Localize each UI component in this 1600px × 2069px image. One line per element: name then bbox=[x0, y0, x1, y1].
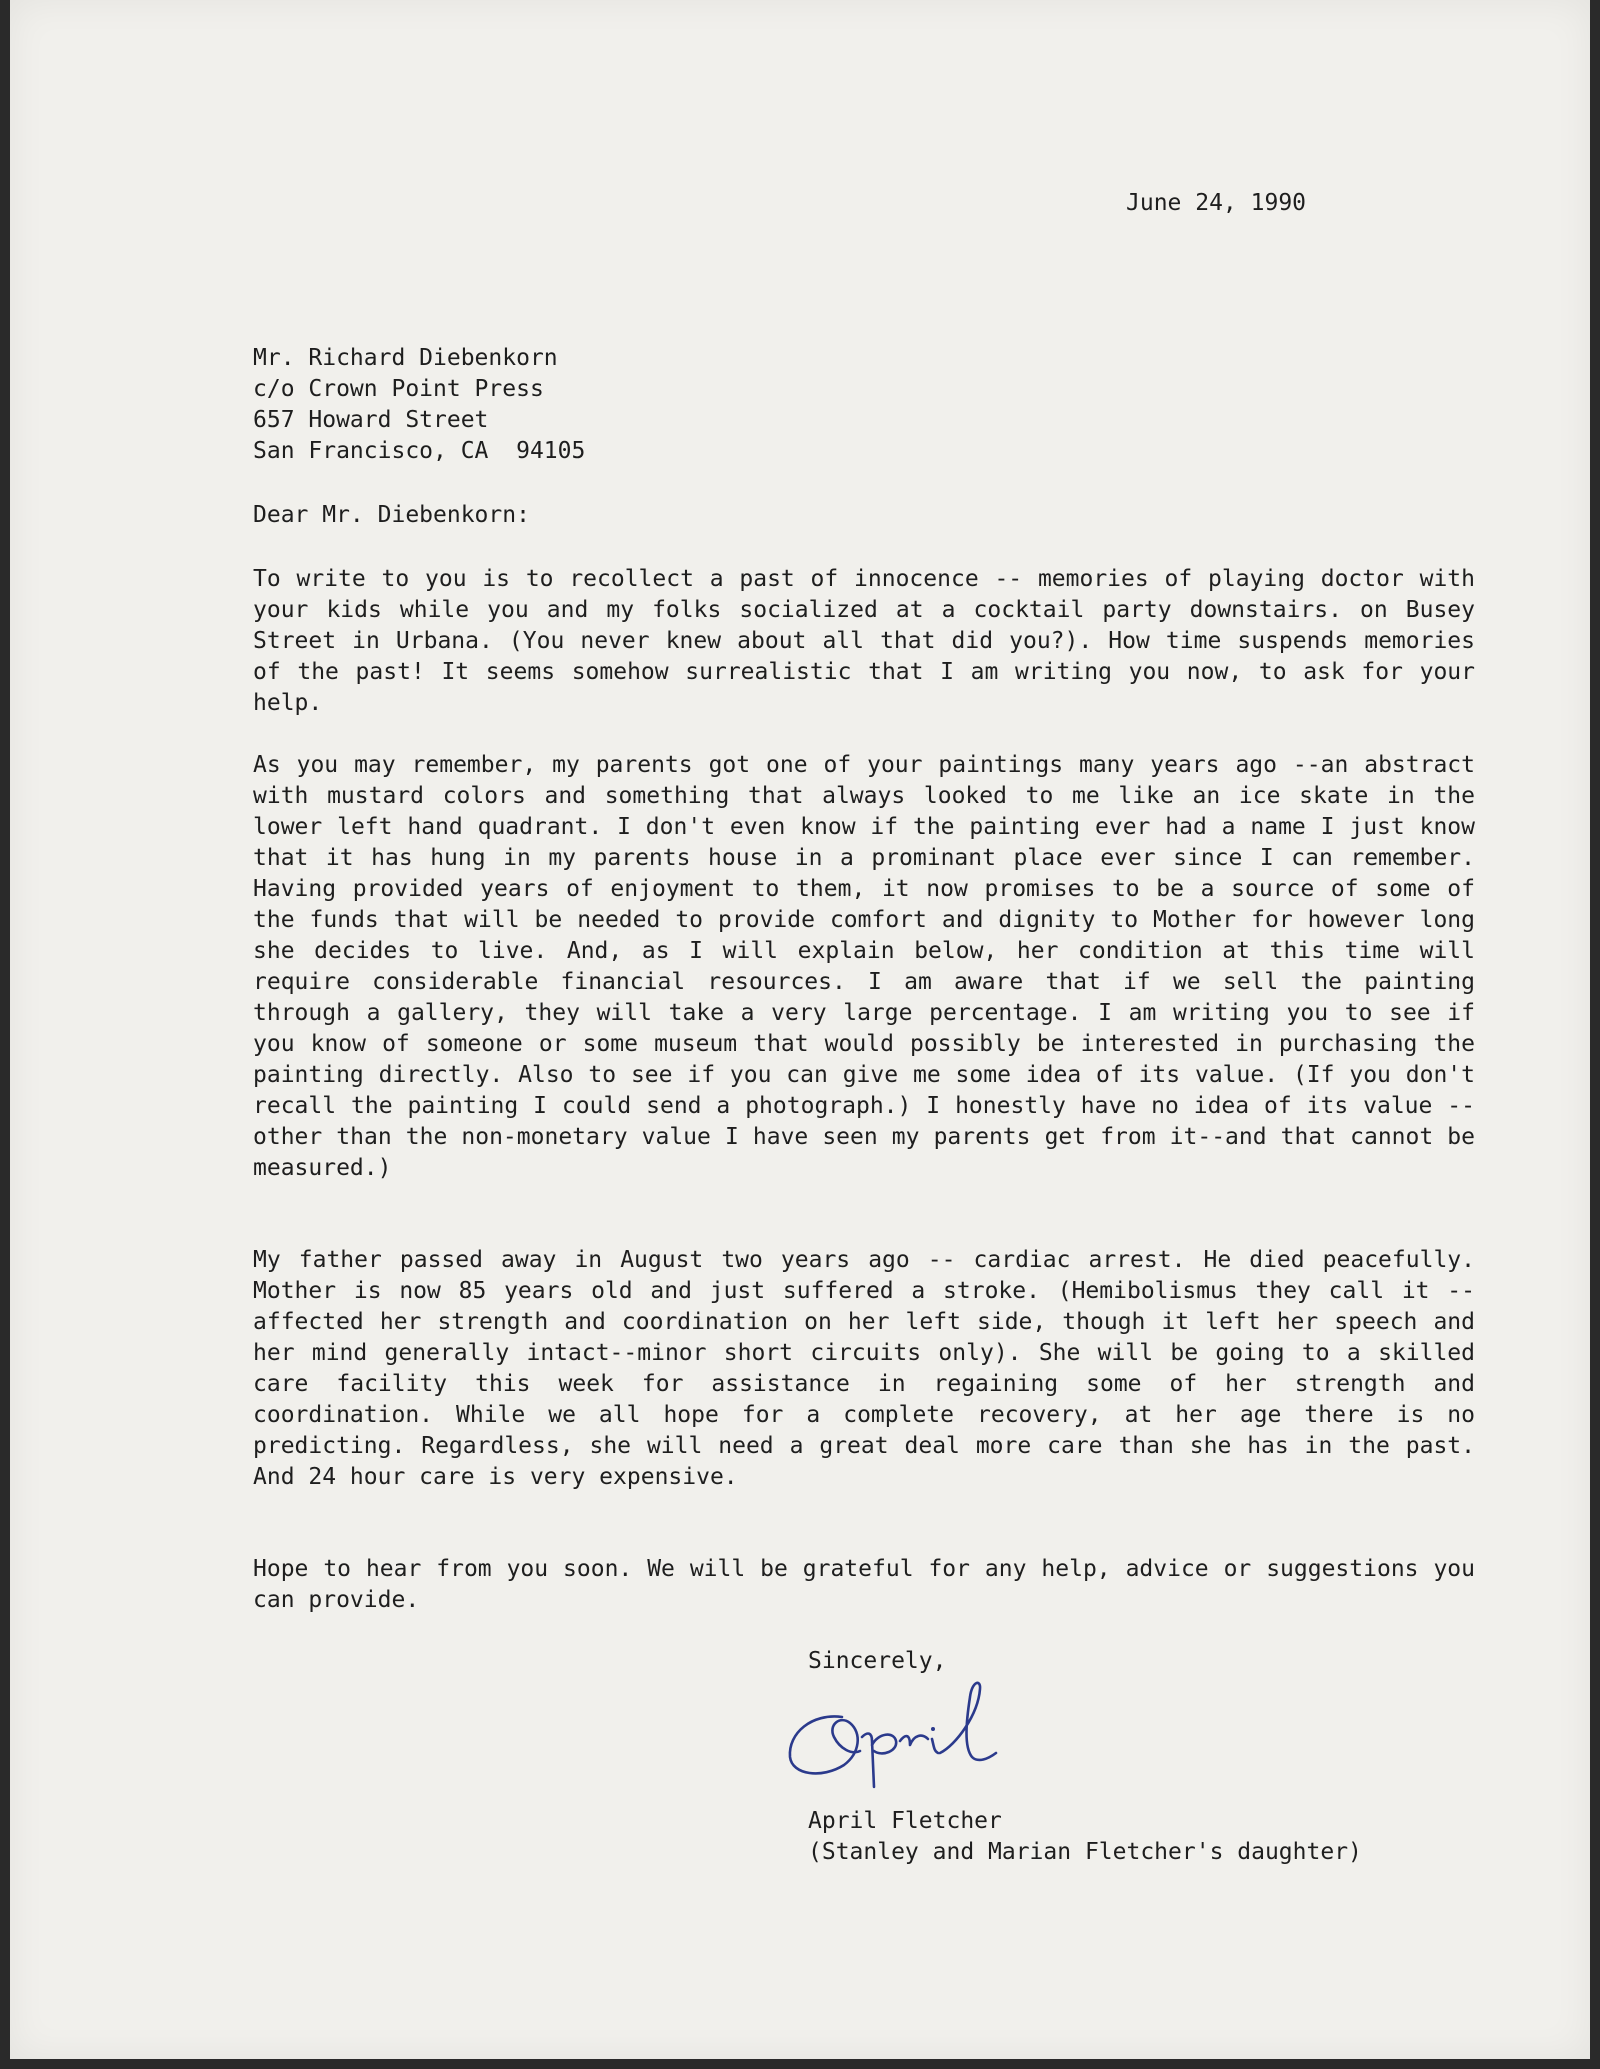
recipient-care-of: c/o Crown Point Press bbox=[253, 376, 544, 402]
recipient-address bbox=[253, 343, 585, 467]
recipient-city-state-zip: San Francisco, CA 94105 bbox=[253, 438, 586, 464]
paragraph-4: Hope to hear from you soon. We will be grateful for any help, advice or suggestions you can provide. bbox=[253, 1556, 1475, 1613]
letter-page bbox=[10, 0, 1590, 2059]
paragraph-1: To write to you is to recollect a past of innocence -- memories of playing doctor with your kids while you and my folks socialized at a cocktail party downstairs. on Busey Street in Urbana. (You never knew about all that did you?). How time suspends memories of the past! It seems somehow surrealistic that I am writing you now, to ask for your help. bbox=[253, 566, 1475, 716]
signer-note: (Stanley and Marian Fletcher's daughter) bbox=[808, 1839, 1362, 1865]
paragraph-2: As you may remember, my parents got one of your paintings many years ago --an abstract with mustard colors and something that always looked to me like an ice skate in the lower left hand quadrant. I don't even know if the painting ever had a name I just know that it has hung in my parents house in a prominant place ever since I can remember. Having provided years of enjoyment to them, it now promises to be a source of some of the funds that will be needed to provide comfort and dignity to Mother for however long she decides to live. And, as I will explain below, her condition at this time will require considerable financial resources. I am aware that if we sell the painting through a gallery, they will take a very large percentage. I am writing you to see if you know of someone or some museum that would possibly be interested in purchasing the painting directly. Also to see if you can give me some idea of its value. (If you don't recall the painting I could send a photograph.) I honestly have no idea of its value -- other than the non-monetary value I have seen my parents get from it--and that cannot be measured.) bbox=[253, 752, 1475, 1181]
recipient-name: Mr. Richard Diebenkorn bbox=[253, 345, 558, 371]
recipient-street: 657 Howard Street bbox=[253, 407, 489, 433]
closing: Sincerely, bbox=[808, 1648, 947, 1674]
paragraph-3: My father passed away in August two years ago -- cardiac arrest. He died peacefully. Mother is now 85 years old and just suffered a stroke. (Hemibolismus they call it -- affected her strength and coordination on her left side, though it left her speech and her mind generally intact--minor short circuits only). She will be going to a skilled care facility this week for assistance in regaining some of her strength and coordination. While we all hope for a complete recovery, at her age there is no predicting. Regardless, she will need a great deal more care than she has in the past. And 24 hour care is very expensive. bbox=[253, 1247, 1475, 1490]
salutation: Dear Mr. Diebenkorn: bbox=[253, 502, 530, 528]
letter-date: June 24, 1990 bbox=[1126, 190, 1307, 216]
signer-name: April Fletcher bbox=[808, 1808, 1002, 1834]
signature-block bbox=[808, 1806, 1362, 1868]
handwritten-signature bbox=[782, 1675, 1052, 1790]
letter-body bbox=[10, 0, 1590, 2059]
